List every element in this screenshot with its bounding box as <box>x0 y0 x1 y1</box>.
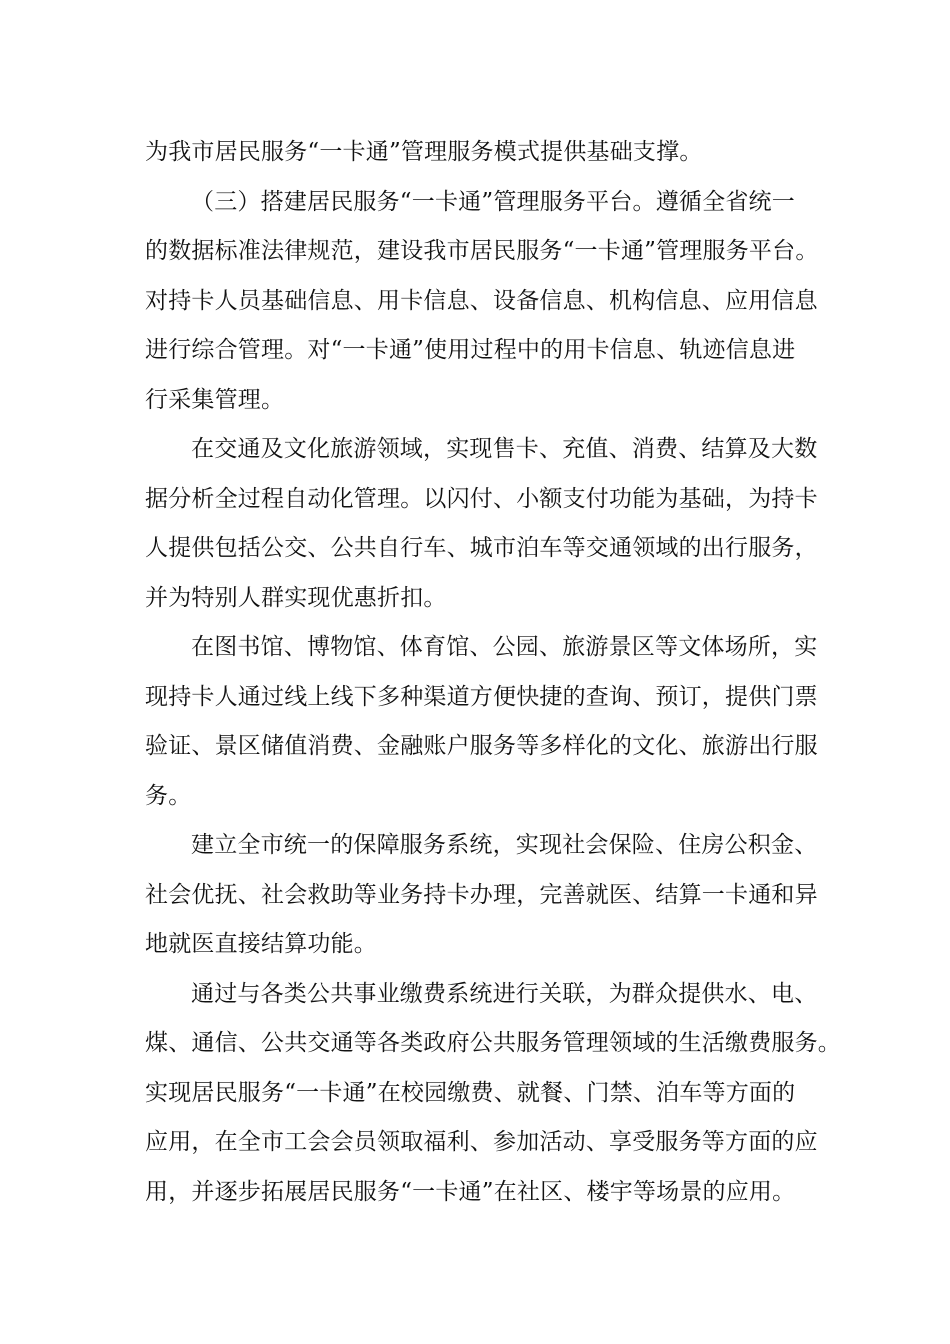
paragraph-6-line-1: 通过与各类公共事业缴费系统进行关联，为群众提供水、电、 <box>191 980 818 1007</box>
paragraph-3-line-1: 在交通及文化旅游领域，实现售卡、充值、消费、结算及大数 <box>191 436 818 462</box>
paragraph-6-line-3: 实现居民服务“一卡通”在校园缴费、就餐、门禁、泊车等方面的 <box>145 1079 796 1106</box>
paragraph-6-line-2: 煤、通信、公共交通等各类政府公共服务管理领域的生活缴费服务。 <box>145 1030 841 1056</box>
paragraph-4-line-1: 在图书馆、博物馆、体育馆、公园、旅游景区等文体场所，实 <box>191 634 818 660</box>
paragraph-2-line-2: 的数据标准法律规范，建设我市居民服务“一卡通”管理服务平台。 <box>145 238 819 264</box>
paragraph-5-line-1: 建立全市统一的保障服务系统，实现社会保险、住房公积金、 <box>191 832 818 858</box>
paragraph-2-line-1: （三）搭建居民服务“一卡通”管理服务平台。遵循全省统一 <box>191 188 795 215</box>
paragraph-4-line-4: 务。 <box>145 782 192 809</box>
paragraph-3-line-4: 并为特别人群实现优惠折扣。 <box>145 584 447 611</box>
paragraph-2-line-3: 对持卡人员基础信息、用卡信息、设备信息、机构信息、应用信息 <box>145 287 818 314</box>
paragraph-2-line-4: 进行综合管理。对“一卡通”使用过程中的用卡信息、轨迹信息进 <box>145 337 796 363</box>
document-body <box>145 128 841 1217</box>
paragraph-4-line-3: 验证、景区储值消费、金融账户服务等多样化的文化、旅游出行服 <box>145 733 818 759</box>
paragraph-3-line-2: 据分析全过程自动化管理。以闪付、小额支付功能为基础，为持卡 <box>145 485 818 512</box>
paragraph-5-line-2: 社会优抚、社会救助等业务持卡办理，完善就医、结算一卡通和异 <box>145 881 818 908</box>
paragraph-1-line-1: 为我市居民服务“一卡通”管理服务模式提供基础支撑。 <box>145 139 703 165</box>
paragraph-6-line-4: 应用，在全市工会会员领取福利、参加活动、享受服务等方面的应 <box>145 1129 818 1155</box>
paragraph-6-line-5: 用，并逐步拓展居民服务“一卡通”在社区、楼宇等场景的应用。 <box>145 1178 796 1205</box>
paragraph-5-line-3: 地就医直接结算功能。 <box>145 931 377 957</box>
paragraph-2-line-5: 行采集管理。 <box>145 386 285 413</box>
paragraph-3-line-3: 人提供包括公交、公共自行车、城市泊车等交通领域的出行服务， <box>145 535 818 561</box>
paragraph-4-line-2: 现持卡人通过线上线下多种渠道方便快捷的查询、预订，提供门票 <box>145 683 818 710</box>
